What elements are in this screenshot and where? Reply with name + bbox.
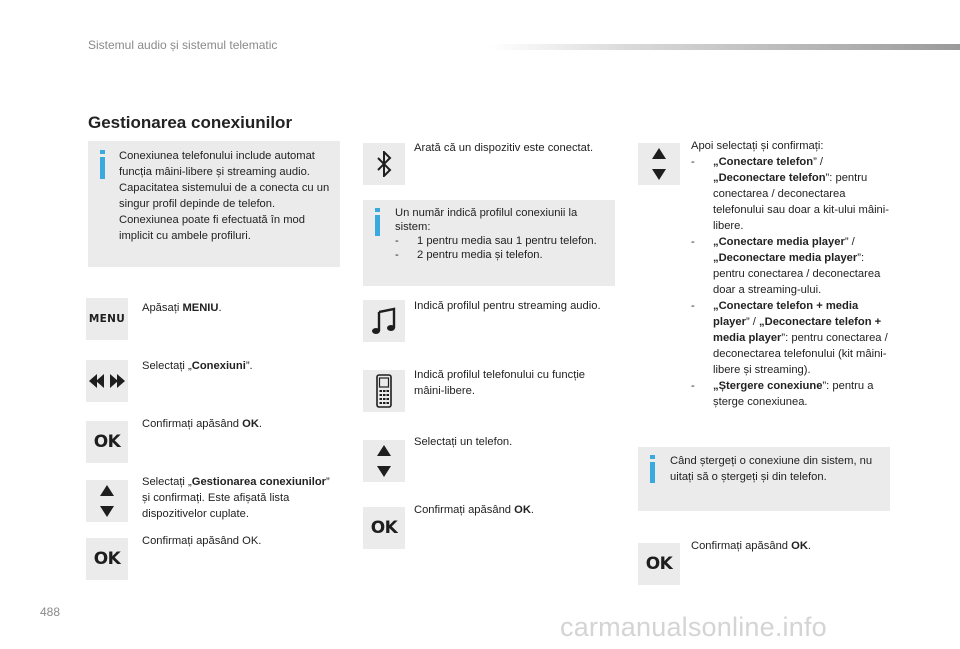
- step-bold: OK: [791, 540, 808, 552]
- list-item: [691, 298, 893, 378]
- step-text-end: .: [530, 504, 535, 516]
- ok-button-icon: [86, 538, 128, 580]
- option-bold: „Deconectare media player: [713, 252, 858, 264]
- bluetooth-text: Arată că un dispozitiv este conectat.: [414, 142, 594, 154]
- page-number: 488: [40, 605, 61, 619]
- step-text: Apăsați: [142, 302, 183, 314]
- list-item: [395, 234, 610, 248]
- step-text: Selectați „: [142, 476, 192, 488]
- option-text: ”: pentru conectarea / deconectarea doar a streaming-ului.: [713, 252, 881, 296]
- step-text-end: ”.: [245, 360, 253, 372]
- step-select-gestionarea: [142, 474, 337, 522]
- option-bold: „Conectare media player: [713, 236, 845, 248]
- info-profile-text: [395, 206, 610, 262]
- list-dash: -: [691, 380, 695, 392]
- option-text: ”: pentru a șterge conexiunea.: [713, 380, 874, 408]
- step-confirm-ok: [142, 416, 332, 432]
- bluetooth-icon: [363, 143, 405, 185]
- step-bold: MENIU: [182, 302, 219, 314]
- list-dash: -: [691, 300, 695, 312]
- header-title: Sistemul audio și sistemul telematic: [88, 38, 278, 52]
- option-bold: „Conectare telefon: [713, 156, 814, 168]
- list-item: [395, 248, 610, 262]
- list-dash: -: [691, 156, 695, 168]
- list-item-text: 1 pentru media sau 1 pentru telefon.: [417, 235, 597, 247]
- up-down-arrows-icon: [86, 480, 128, 522]
- info-box-delete: [638, 447, 890, 511]
- music-profile-text: Indică profilul pentru streaming audio.: [414, 300, 601, 312]
- list-item-text: 2 pentru media și telefon.: [417, 249, 543, 261]
- step-text: Confirmați apăsând: [142, 418, 243, 430]
- ok-label: OK: [93, 549, 121, 569]
- section-title: Gestionarea conexiunilor: [88, 113, 293, 132]
- select-options-list: [691, 138, 893, 410]
- option-bold: „Conectare telefon + media player: [713, 300, 859, 328]
- step-text-end: .: [258, 418, 263, 430]
- step-bold: OK: [242, 418, 259, 430]
- menu-button-icon: [86, 298, 128, 340]
- phone-profile-text: Indică profilul telefonului cu funcție mâini-libere.: [414, 369, 586, 397]
- up-down-arrows-icon: [363, 440, 405, 482]
- confirm-ok-text: [691, 538, 881, 554]
- step-select-conexiuni: [142, 358, 332, 374]
- ok-button-icon: [86, 421, 128, 463]
- music-note-icon: [363, 300, 405, 342]
- info-icon: [650, 462, 655, 483]
- option-sep: ” /: [813, 156, 824, 168]
- step-confirm-ok-final: Confirmați apăsând OK.: [142, 535, 262, 547]
- option-bold: „Deconectare telefon + media player: [713, 316, 882, 344]
- select-phone-text: Selectați un telefon.: [414, 436, 513, 448]
- ok-label: OK: [370, 518, 398, 538]
- mobile-phone-icon: [363, 370, 405, 412]
- info-icon: [375, 215, 380, 236]
- step-text: Confirmați apăsând: [414, 504, 515, 516]
- step-text: Confirmați apăsând: [691, 540, 792, 552]
- option-sep: ” /: [844, 236, 855, 248]
- info-icon-dot: [650, 455, 655, 459]
- left-right-arrows-icon: [86, 360, 128, 402]
- step-text-end: ” și confirmați. Este afișată lista dispozitivelor cuplate.: [142, 476, 330, 520]
- menu-label: MENU: [88, 313, 126, 325]
- info-delete-text: Când ștergeți o conexiune din sistem, nu uitați să o ștergeți și din telefon.: [670, 455, 873, 483]
- option-bold: „Deconectare telefon: [713, 172, 826, 184]
- step-bold: Gestionarea conexiunilor: [191, 476, 327, 488]
- step-text-end: .: [807, 540, 812, 552]
- watermark: carmanualsonline.info: [560, 612, 827, 642]
- confirm-ok-text: [414, 502, 604, 518]
- option-sep: ” /: [745, 316, 760, 328]
- info-icon: [100, 157, 105, 179]
- list-dash: -: [691, 236, 695, 248]
- list-item: [691, 154, 893, 234]
- list-item: [691, 378, 893, 410]
- list-item: [691, 234, 893, 298]
- info-intro: Un număr indică profilul conexiunii la sistem:: [395, 207, 578, 233]
- step-press-menu: [142, 300, 332, 316]
- info-text: Conexiunea telefonului include automat funcția mâini-libere și streaming audio. Capacitatea sistemului de a conecta cu un singur profil depinde de telefon. Conexiunea poate fi efectuată în mod implicit cu ambele profiluri.: [119, 150, 330, 242]
- step-bold: OK: [514, 504, 531, 516]
- list-dash: -: [395, 235, 399, 247]
- up-down-arrows-icon: [638, 143, 680, 185]
- list-dash: -: [395, 249, 399, 261]
- info-icon-dot: [375, 208, 380, 212]
- info-box-connection: [88, 141, 340, 267]
- options-intro: Apoi selectați și confirmați:: [691, 140, 824, 152]
- option-text: ”: pentru conectarea / deconectarea telefonului (kit mâini-libere și streaming).: [713, 332, 888, 376]
- ok-label: OK: [93, 432, 121, 452]
- option-bold: „Ștergere conexiune: [713, 380, 823, 392]
- step-bold: Conexiuni: [191, 360, 246, 372]
- step-text: Selectați „: [142, 360, 192, 372]
- step-text-end: .: [218, 302, 222, 314]
- ok-button-icon: [638, 543, 680, 585]
- ok-label: OK: [645, 554, 673, 574]
- ok-button-icon: [363, 507, 405, 549]
- info-box-profile: [363, 200, 615, 286]
- info-icon-dot: [100, 150, 105, 154]
- option-text: ”: pentru conectarea / deconectarea telefonului sau doar a kit-ului mâini-libere.: [713, 172, 889, 232]
- header-bar: [490, 44, 960, 50]
